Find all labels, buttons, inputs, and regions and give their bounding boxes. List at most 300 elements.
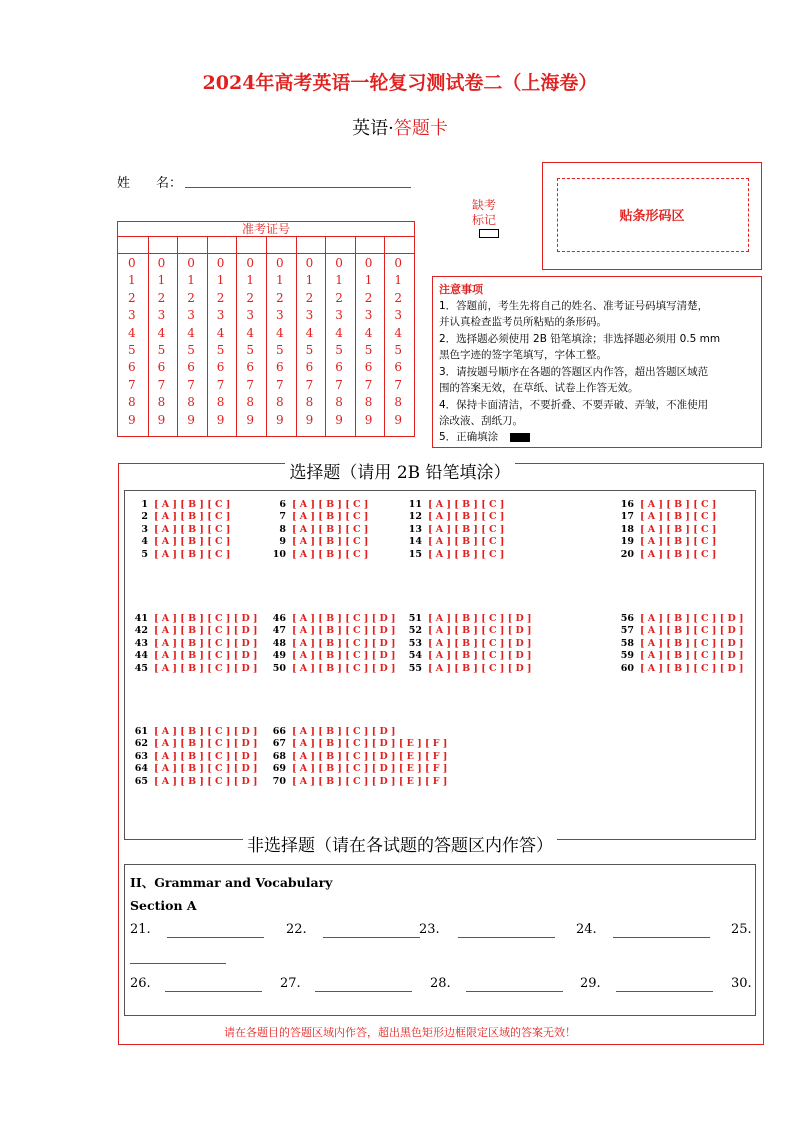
exam-digit-bubble[interactable]: 7 <box>276 377 284 392</box>
blank-number: 21. <box>130 922 151 937</box>
exam-digit-bubble[interactable]: 2 <box>276 290 284 305</box>
exam-digit-bubble[interactable]: 0 <box>246 256 255 270</box>
exam-digit-bubble[interactable]: 0 <box>394 256 403 270</box>
answer-options[interactable]: [ A ] [ B ] [ C ] [ D ] <box>428 662 532 674</box>
answer-options[interactable]: [ A ] [ B ] [ C ] <box>292 548 369 560</box>
answer-options[interactable]: [ A ] [ B ] [ C ] <box>154 523 231 535</box>
exam-digit-bubble[interactable]: 4 <box>246 325 255 340</box>
answer-options[interactable]: [ A ] [ B ] [ C ] <box>292 536 369 548</box>
choice-question-row[interactable] <box>616 499 716 510</box>
blank-number: 25. <box>731 922 752 937</box>
choice-question-row[interactable] <box>130 511 230 522</box>
exam-digit-bubble[interactable]: 8 <box>128 395 136 410</box>
choice-question-row[interactable] <box>268 549 368 560</box>
choice-question-row[interactable] <box>268 763 447 774</box>
exam-digit-bubble[interactable]: 6 <box>335 360 343 375</box>
choice-question-row[interactable] <box>404 613 532 624</box>
exam-digit-bubble[interactable]: 5 <box>246 343 255 357</box>
question-number: 57 <box>620 625 634 637</box>
choice-question-row[interactable] <box>404 625 532 636</box>
choice-question-row[interactable] <box>616 549 716 560</box>
answer-options[interactable]: [ A ] [ B ] [ C ] <box>154 548 231 560</box>
exam-digit-bubble[interactable]: 7 <box>246 377 255 392</box>
exam-digit-bubble[interactable]: 6 <box>364 360 373 375</box>
question-number: 44 <box>134 650 148 662</box>
choice-question-row[interactable] <box>268 638 396 649</box>
answer-options[interactable]: [ A ] [ B ] [ C ] [ D ] [ E ] [ F ] <box>292 750 448 762</box>
answer-options[interactable]: [ A ] [ B ] [ C ] <box>640 548 717 560</box>
answer-options[interactable]: [ A ] [ B ] [ C ] [ D ] [ E ] [ F ] <box>292 775 448 787</box>
blank-number: 22. <box>286 922 307 937</box>
exam-digit-bubble[interactable]: 1 <box>216 273 225 288</box>
choice-question-row[interactable] <box>404 638 532 649</box>
choice-question-row[interactable] <box>616 663 744 674</box>
exam-digit-bubble[interactable]: 0 <box>157 256 166 270</box>
exam-digit-bubble[interactable]: 6 <box>305 360 314 375</box>
choice-question-row[interactable] <box>268 650 396 661</box>
exam-digit-bubble[interactable]: 6 <box>128 360 136 375</box>
nonchoice-section-title <box>0 831 800 856</box>
exam-digit-bubble[interactable]: 9 <box>128 412 136 427</box>
answer-blank[interactable] <box>616 991 713 992</box>
exam-digit-bubble[interactable]: 6 <box>157 360 166 375</box>
question-number: 53 <box>408 637 422 649</box>
answer-options[interactable]: [ A ] [ B ] [ C ] [ D ] <box>292 650 396 662</box>
exam-digit-bubble[interactable]: 0 <box>364 256 373 270</box>
choice-question-row[interactable] <box>268 663 396 674</box>
exam-digit-bubble[interactable]: 5 <box>216 343 225 357</box>
answer-options[interactable]: [ A ] [ B ] [ C ] [ D ] <box>640 662 744 674</box>
question-number: 67 <box>272 738 286 750</box>
exam-digit-bubble[interactable]: 0 <box>276 256 284 270</box>
question-number: 18 <box>620 523 634 535</box>
answer-options[interactable]: [ A ] [ B ] [ C ] [ D ] <box>154 662 258 674</box>
exam-digit-bubble[interactable]: 3 <box>305 308 314 323</box>
grid-column-divider <box>325 237 326 436</box>
exam-digit-bubble[interactable]: 2 <box>394 290 403 305</box>
answer-options[interactable]: [ A ] [ B ] [ C ] [ D ] <box>154 726 258 737</box>
choice-question-row[interactable] <box>404 511 504 522</box>
question-number: 43 <box>134 637 148 649</box>
question-number: 9 <box>279 536 286 548</box>
exam-digit-bubble[interactable]: 3 <box>364 308 373 323</box>
question-number: 2 <box>141 511 148 523</box>
choice-question-row[interactable] <box>616 511 716 522</box>
answer-options[interactable]: [ A ] [ B ] [ C ] [ D ] <box>640 613 744 624</box>
answer-options[interactable]: [ A ] [ B ] [ C ] [ D ] <box>292 662 396 674</box>
choice-question-row[interactable] <box>404 524 504 535</box>
exam-digit-bubble[interactable]: 3 <box>128 308 136 323</box>
question-number: 14 <box>408 536 422 548</box>
question-number: 16 <box>620 499 634 510</box>
exam-digit-bubble[interactable]: 2 <box>305 290 314 305</box>
answer-options[interactable]: [ A ] [ B ] [ C ] [ D ] <box>428 650 532 662</box>
answer-options[interactable]: [ A ] [ B ] [ C ] <box>292 511 369 523</box>
exam-digit-bubble[interactable]: 2 <box>128 290 136 305</box>
exam-digit-bubble[interactable]: 4 <box>276 325 284 340</box>
exam-digit-bubble[interactable]: 7 <box>305 377 314 392</box>
exam-digit-bubble[interactable]: 1 <box>187 273 195 288</box>
answer-options[interactable]: [ A ] [ B ] [ C ] [ D ] <box>154 650 258 662</box>
answer-options[interactable]: [ A ] [ B ] [ C ] <box>428 499 505 510</box>
choice-question-row[interactable] <box>130 726 258 737</box>
exam-digit-bubble[interactable]: 4 <box>157 325 166 340</box>
choice-question-row[interactable] <box>616 650 744 661</box>
answer-options[interactable]: [ A ] [ B ] [ C ] [ D ] <box>154 750 258 762</box>
choice-question-row[interactable] <box>268 726 396 737</box>
exam-digit-bubble[interactable]: 3 <box>335 308 343 323</box>
exam-digit-bubble[interactable]: 6 <box>246 360 255 375</box>
question-number: 5 <box>141 548 148 560</box>
notice-line: 涂改液、刮纸刀。 <box>439 415 523 427</box>
question-number: 70 <box>272 775 286 787</box>
exam-digit-bubble[interactable]: 8 <box>187 395 195 410</box>
question-number: 64 <box>134 763 148 775</box>
answer-options[interactable]: [ A ] [ B ] [ C ] [ D ] <box>640 650 744 662</box>
exam-digit-bubble[interactable]: 1 <box>364 273 373 288</box>
exam-digit-bubble[interactable]: 8 <box>157 395 166 410</box>
answer-options[interactable]: [ A ] [ B ] [ C ] [ D ] <box>428 637 532 649</box>
exam-digit-bubble[interactable]: 7 <box>394 377 403 392</box>
notice-line-text: 5．正确填涂 <box>439 431 499 443</box>
question-number: 10 <box>272 548 286 560</box>
exam-digit-bubble[interactable]: 3 <box>157 308 166 323</box>
question-number: 55 <box>408 662 422 674</box>
blank-number: 29. <box>580 976 601 991</box>
answer-blank[interactable] <box>167 937 264 938</box>
exam-digit-bubble[interactable]: 2 <box>364 290 373 305</box>
grid-column-divider <box>177 237 178 436</box>
exam-digit-bubble[interactable]: 3 <box>276 308 284 323</box>
choice-question-row[interactable] <box>268 751 447 762</box>
choice-question-row[interactable] <box>268 536 368 547</box>
choice-question-row[interactable] <box>130 536 230 547</box>
answer-options[interactable]: [ A ] [ B ] [ C ] [ D ] <box>292 726 396 737</box>
exam-digit-bubble[interactable]: 9 <box>187 412 195 427</box>
exam-digit-bubble[interactable]: 3 <box>216 308 225 323</box>
grid-column-divider <box>384 237 385 436</box>
question-number: 51 <box>408 613 422 624</box>
question-number: 50 <box>272 662 286 674</box>
footer-note: 请在各题目的答题区域内作答，超出黑色矩形边框限定区域的答案无效！ <box>224 1026 576 1039</box>
grid-column-divider <box>236 237 237 436</box>
exam-digit-bubble[interactable]: 9 <box>394 412 403 427</box>
question-number: 41 <box>134 613 148 624</box>
question-number: 4 <box>141 536 148 548</box>
question-number: 54 <box>408 650 422 662</box>
subtitle-card: 答题卡 <box>393 118 448 139</box>
exam-digit-bubble[interactable]: 2 <box>157 290 166 305</box>
exam-digit-bubble[interactable]: 3 <box>187 308 195 323</box>
exam-digit-bubble[interactable]: 8 <box>246 395 255 410</box>
exam-digit-bubble[interactable]: 7 <box>364 377 373 392</box>
answer-options[interactable]: [ A ] [ B ] [ C ] [ D ] <box>640 625 744 637</box>
question-number: 66 <box>272 726 286 737</box>
grid-column-divider <box>355 237 356 436</box>
exam-digit-bubble[interactable]: 8 <box>276 395 284 410</box>
choice-question-row[interactable] <box>268 625 396 636</box>
answer-options[interactable]: [ A ] [ B ] [ C ] <box>292 523 369 535</box>
exam-digit-bubble[interactable]: 0 <box>187 256 195 270</box>
exam-digit-bubble[interactable]: 7 <box>128 377 136 392</box>
question-number: 49 <box>272 650 286 662</box>
exam-digit-bubble[interactable]: 5 <box>128 343 136 357</box>
choice-question-row[interactable] <box>268 499 368 510</box>
answer-options[interactable]: [ A ] [ B ] [ C ] <box>640 523 717 535</box>
question-number: 59 <box>620 650 634 662</box>
answer-options[interactable]: [ A ] [ B ] [ C ] [ D ] <box>154 625 258 637</box>
exam-digit-bubble[interactable]: 9 <box>157 412 166 427</box>
exam-digit-bubble[interactable]: 7 <box>216 377 225 392</box>
choice-question-row[interactable] <box>616 536 716 547</box>
blank-number: 24. <box>576 922 597 937</box>
answer-options[interactable]: [ A ] [ B ] [ C ] [ D ] <box>292 625 396 637</box>
choice-question-row[interactable] <box>130 738 258 749</box>
question-number: 20 <box>620 548 634 560</box>
answer-options[interactable]: [ A ] [ B ] [ C ] [ D ] <box>154 637 258 649</box>
question-number: 12 <box>408 511 422 523</box>
question-number: 61 <box>134 726 148 737</box>
notice-line: 2．选择题必须使用 2B 铅笔填涂；非选择题必须用 0.5 mm <box>439 333 721 345</box>
choice-question-row[interactable] <box>130 763 258 774</box>
question-number: 62 <box>134 738 148 750</box>
choice-section-title-text: 选择题（请用 2B 铅笔填涂） <box>285 463 514 483</box>
answer-options[interactable]: [ A ] [ B ] [ C ] [ D ] <box>428 613 532 624</box>
grid-column-divider <box>207 237 208 436</box>
exam-digit-bubble[interactable]: 1 <box>394 273 403 288</box>
exam-digit-bubble[interactable]: 4 <box>216 325 225 340</box>
exam-digit-bubble[interactable]: 2 <box>216 290 225 305</box>
exam-digit-bubble[interactable]: 4 <box>187 325 195 340</box>
exam-digit-bubble[interactable]: 9 <box>246 412 255 427</box>
choice-question-row[interactable] <box>130 549 230 560</box>
question-number: 3 <box>141 523 148 535</box>
name-field[interactable] <box>185 187 411 188</box>
question-number: 65 <box>134 775 148 787</box>
exam-digit-bubble[interactable]: 5 <box>335 343 343 357</box>
answer-options[interactable]: [ A ] [ B ] [ C ] <box>428 511 505 523</box>
absent-checkbox[interactable] <box>479 229 499 238</box>
choice-question-row[interactable] <box>268 613 396 624</box>
exam-digit-bubble[interactable]: 0 <box>335 256 343 270</box>
exam-digit-bubble[interactable]: 4 <box>335 325 343 340</box>
choice-question-row[interactable] <box>130 650 258 661</box>
choice-question-row[interactable] <box>616 524 716 535</box>
answer-options[interactable]: [ A ] [ B ] [ C ] [ D ] <box>154 613 258 624</box>
notice-line: 4．保持卡面清洁，不要折叠、不要弄破、弄皱，不准使用 <box>439 399 709 411</box>
answer-options[interactable]: [ A ] [ B ] [ C ] <box>640 536 717 548</box>
answer-blank[interactable] <box>165 991 262 992</box>
grid-column-divider <box>296 237 297 436</box>
choice-question-row[interactable] <box>616 613 744 624</box>
notice-box <box>432 276 762 448</box>
answer-options[interactable]: [ A ] [ B ] [ C ] <box>154 536 231 548</box>
question-number: 45 <box>134 662 148 674</box>
answer-options[interactable]: [ A ] [ B ] [ C ] [ D ] <box>428 625 532 637</box>
exam-digit-bubble[interactable]: 8 <box>364 395 373 410</box>
question-number: 15 <box>408 548 422 560</box>
answer-options[interactable]: [ A ] [ B ] [ C ] [ D ] <box>154 738 258 750</box>
answer-blank[interactable] <box>130 963 226 964</box>
answer-options[interactable]: [ A ] [ B ] [ C ] <box>428 548 505 560</box>
question-number: 58 <box>620 637 634 649</box>
exam-digit-bubble[interactable]: 1 <box>128 273 136 288</box>
question-number: 42 <box>134 625 148 637</box>
choice-question-row[interactable] <box>268 511 368 522</box>
choice-question-row[interactable] <box>404 499 504 510</box>
blank-number: 30. <box>731 976 752 991</box>
notice-line: 并认真检查监考员所粘贴的条形码。 <box>439 316 607 328</box>
exam-digit-bubble[interactable]: 5 <box>187 343 195 357</box>
choice-question-row[interactable] <box>616 625 744 636</box>
choice-question-row[interactable] <box>130 663 258 674</box>
blank-number: 26. <box>130 976 151 991</box>
answer-options[interactable]: [ A ] [ B ] [ C ] <box>428 536 505 548</box>
choice-question-row[interactable] <box>130 638 258 649</box>
choice-question-row[interactable] <box>404 549 504 560</box>
exam-digit-bubble[interactable]: 1 <box>276 273 284 288</box>
question-number: 19 <box>620 536 634 548</box>
exam-digit-bubble[interactable]: 7 <box>187 377 195 392</box>
answer-blank[interactable] <box>466 991 563 992</box>
exam-digit-bubble[interactable]: 1 <box>335 273 343 288</box>
exam-digit-bubble[interactable]: 6 <box>216 360 225 375</box>
absent-label-line2: 标记 <box>472 213 497 227</box>
question-number: 6 <box>279 499 286 510</box>
exam-digit-bubble[interactable]: 9 <box>364 412 373 427</box>
choice-question-row[interactable] <box>404 536 504 547</box>
answer-blank[interactable] <box>613 937 710 938</box>
exam-digit-bubble[interactable]: 7 <box>335 377 343 392</box>
exam-digit-bubble[interactable]: 8 <box>394 395 403 410</box>
answer-options[interactable]: [ A ] [ B ] [ C ] <box>428 523 505 535</box>
choice-question-row[interactable] <box>268 738 447 749</box>
exam-digit-bubble[interactable]: 9 <box>216 412 225 427</box>
exam-digit-bubble[interactable]: 0 <box>305 256 314 270</box>
notice-line: 围的答案无效，在草纸、试卷上作答无效。 <box>439 382 639 394</box>
notice-line: 黑色字迹的签字笔填写，字体工整。 <box>439 349 607 361</box>
exam-digit-bubble[interactable]: 5 <box>305 343 314 357</box>
blank-number: 27. <box>280 976 301 991</box>
choice-question-row[interactable] <box>268 524 368 535</box>
exam-digit-bubble[interactable]: 2 <box>246 290 255 305</box>
exam-digit-bubble[interactable]: 5 <box>276 343 284 357</box>
answer-options[interactable]: [ A ] [ B ] [ C ] <box>154 499 231 510</box>
answer-options[interactable]: [ A ] [ B ] [ C ] [ D ] [ E ] [ F ] <box>292 738 448 750</box>
exam-digit-bubble[interactable]: 2 <box>187 290 195 305</box>
question-number: 7 <box>279 511 286 523</box>
grid-column-divider <box>148 237 149 436</box>
exam-digit-bubble[interactable]: 0 <box>216 256 225 270</box>
choice-question-row[interactable] <box>130 751 258 762</box>
answer-blank[interactable] <box>323 937 420 938</box>
answer-options[interactable]: [ A ] [ B ] [ C ] [ D ] <box>154 763 258 775</box>
exam-number-grid <box>117 221 415 437</box>
choice-question-row[interactable] <box>130 625 258 636</box>
choice-question-row[interactable] <box>130 776 258 787</box>
choice-question-row[interactable] <box>130 524 230 535</box>
exam-digit-bubble[interactable]: 9 <box>335 412 343 427</box>
answer-options[interactable]: [ A ] [ B ] [ C ] <box>640 499 717 510</box>
question-number: 48 <box>272 637 286 649</box>
answer-blank[interactable] <box>315 991 412 992</box>
question-number: 13 <box>408 523 422 535</box>
exam-digit-bubble[interactable]: 9 <box>305 412 314 427</box>
exam-digit-bubble[interactable]: 4 <box>305 325 314 340</box>
page-subtitle <box>0 114 800 140</box>
exam-digit-bubble[interactable]: 3 <box>246 308 255 323</box>
answer-options[interactable]: [ A ] [ B ] [ C ] <box>640 511 717 523</box>
grid-column-divider <box>266 237 267 436</box>
exam-digit-bubble[interactable]: 8 <box>216 395 225 410</box>
name-label: 姓 名： <box>117 176 183 191</box>
absent-label-line1: 缺考 <box>472 198 497 212</box>
question-number: 47 <box>272 625 286 637</box>
question-number: 17 <box>620 511 634 523</box>
blank-number: 23. <box>419 922 440 937</box>
question-number: 1 <box>141 499 148 510</box>
choice-question-row[interactable] <box>404 650 532 661</box>
answer-options[interactable]: [ A ] [ B ] [ C ] [ D ] <box>292 613 396 624</box>
exam-digit-bubble[interactable]: 1 <box>305 273 314 288</box>
exam-digit-bubble[interactable]: 6 <box>187 360 195 375</box>
exam-digit-bubble[interactable]: 6 <box>276 360 284 375</box>
answer-options[interactable]: [ A ] [ B ] [ C ] [ D ] <box>154 775 258 787</box>
exam-digit-bubble[interactable]: 2 <box>335 290 343 305</box>
answer-blank[interactable] <box>458 937 555 938</box>
choice-question-row[interactable] <box>268 776 447 787</box>
question-number: 68 <box>272 750 286 762</box>
exam-digit-bubble[interactable]: 4 <box>128 325 136 340</box>
choice-question-row[interactable] <box>130 613 258 624</box>
exam-digit-bubble[interactable]: 4 <box>364 325 373 340</box>
question-number: 52 <box>408 625 422 637</box>
exam-digit-bubble[interactable]: 0 <box>128 256 136 270</box>
exam-digit-bubble[interactable]: 5 <box>394 343 403 357</box>
exam-digit-bubble[interactable]: 5 <box>364 343 373 357</box>
exam-digit-bubble[interactable]: 1 <box>246 273 255 288</box>
notice-line: 3．请按题号顺序在各题的答题区内作答，超出答题区域范 <box>439 366 709 378</box>
exam-digit-bubble[interactable]: 1 <box>157 273 166 288</box>
nonchoice-section-title-text: 非选择题（请在各试题的答题区内作答） <box>243 836 557 856</box>
exam-digit-bubble[interactable]: 8 <box>305 395 314 410</box>
choice-question-row[interactable] <box>404 663 532 674</box>
answer-options[interactable]: [ A ] [ B ] [ C ] [ D ] [ E ] [ F ] <box>292 763 448 775</box>
answer-options[interactable]: [ A ] [ B ] [ C ] [ D ] <box>292 637 396 649</box>
exam-digit-bubble[interactable]: 4 <box>394 325 403 340</box>
exam-digit-bubble[interactable]: 7 <box>157 377 166 392</box>
exam-digit-bubble[interactable]: 3 <box>394 308 403 323</box>
answer-options[interactable]: [ A ] [ B ] [ C ] <box>292 499 369 510</box>
exam-digit-bubble[interactable]: 9 <box>276 412 284 427</box>
choice-question-row[interactable] <box>616 638 744 649</box>
answer-options[interactable]: [ A ] [ B ] [ C ] <box>154 511 231 523</box>
choice-question-row[interactable] <box>130 499 230 510</box>
question-number: 69 <box>272 763 286 775</box>
section-heading: II、Grammar and Vocabulary <box>130 875 333 890</box>
answer-options[interactable]: [ A ] [ B ] [ C ] [ D ] <box>640 637 744 649</box>
question-number: 56 <box>620 613 634 624</box>
section-a-heading: Section A <box>130 898 197 913</box>
question-number: 8 <box>279 523 286 535</box>
notice-line-fill-example <box>439 429 530 446</box>
question-number: 11 <box>408 499 422 510</box>
exam-digit-bubble[interactable]: 5 <box>157 343 166 357</box>
exam-digit-bubble[interactable]: 6 <box>394 360 403 375</box>
choice-section-title <box>0 458 800 483</box>
absent-label <box>472 198 496 228</box>
exam-digit-bubble[interactable]: 8 <box>335 395 343 410</box>
